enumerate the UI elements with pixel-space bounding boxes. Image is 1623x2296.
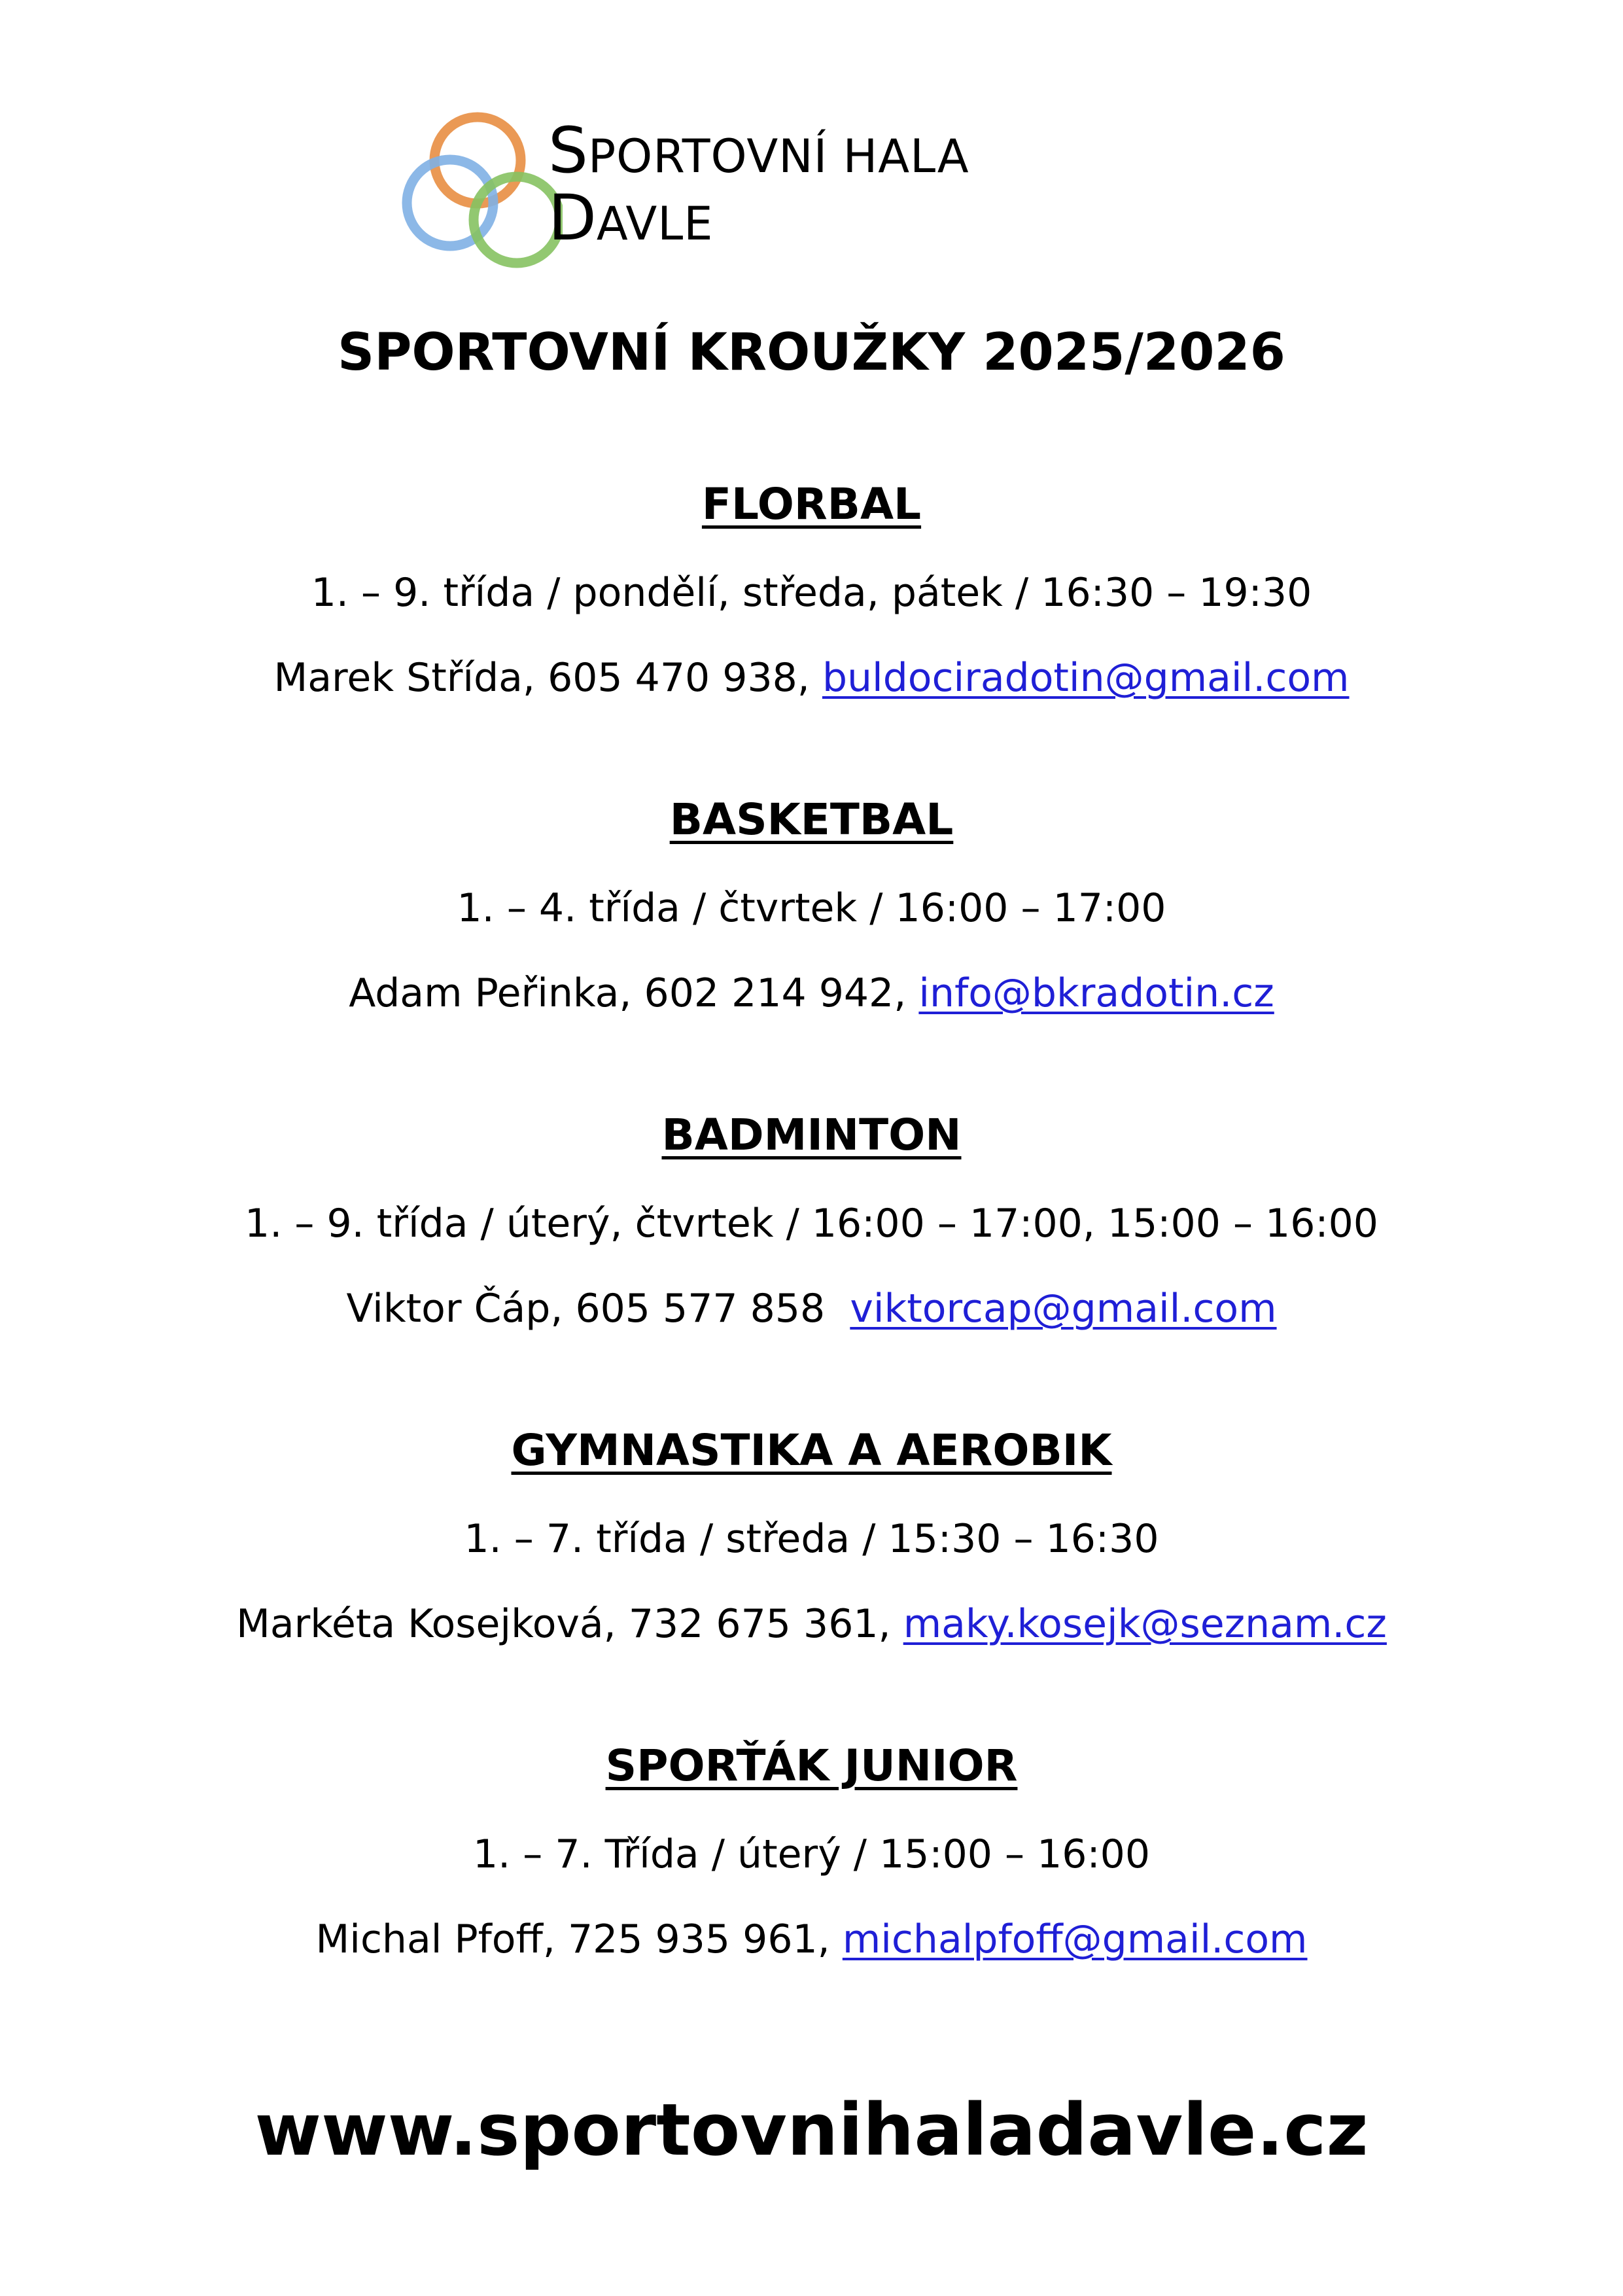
logo-name-line1: SPORTOVNÍ HALA [548,114,969,187]
section-title-sportak-junior: SPORŤÁK JUNIOR [605,1740,1018,1791]
schedule-gymnastika: 1. – 7. třída / středa / 15:30 – 16:30 [464,1516,1159,1562]
contact-text: Markéta Kosejková, 732 675 361, [236,1601,903,1647]
section-title-florbal: FLORBAL [701,479,922,529]
page-title: SPORTOVNÍ KROUŽKY 2025/2026 [338,323,1285,382]
section-title-basketbal: BASKETBAL [669,794,954,845]
rings-logo-icon [393,92,563,288]
email-link[interactable]: viktorcap@gmail.com [850,1286,1277,1332]
contact-text: Viktor Čáp, 605 577 858 [346,1286,850,1332]
email-link[interactable]: info@bkradotin.cz [918,970,1274,1016]
contact-florbal [0,655,1623,701]
contact-text: Marek Střída, 605 470 938, [273,655,822,701]
contact-text: Adam Peřinka, 602 214 942, [349,970,919,1016]
schedule-sportak-junior: 1. – 7. Třída / úterý / 15:00 – 16:00 [472,1831,1151,1877]
email-link[interactable]: maky.kosejk@seznam.cz [903,1601,1387,1647]
schedule-badminton: 1. – 9. třída / úterý, čtvrtek / 16:00 – 17:00, 15:00 – 16:00 [245,1201,1378,1246]
contact-badminton [0,1286,1623,1332]
schedule-basketbal: 1. – 4. třída / čtvrtek / 16:00 – 17:00 [457,885,1166,931]
contact-gymnastika [0,1601,1623,1647]
contact-text: Michal Pfoff, 725 935 961, [315,1916,843,1962]
email-link[interactable]: buldociradotin@gmail.com [822,655,1350,701]
section-title-badminton: BADMINTON [661,1110,962,1160]
schedule-florbal: 1. – 9. třída / pondělí, středa, pátek / 16:30 – 19:30 [311,570,1312,616]
logo-name-line2: DAVLE [548,181,714,255]
contact-sportak-junior [0,1916,1623,1962]
contact-basketbal [0,970,1623,1016]
email-link[interactable]: michalpfoff@gmail.com [842,1916,1308,1962]
section-title-gymnastika: GYMNASTIKA A AEROBIK [511,1425,1112,1475]
website-url[interactable]: www.sportovnihaladavle.cz [254,2088,1369,2172]
logo [393,92,1178,288]
